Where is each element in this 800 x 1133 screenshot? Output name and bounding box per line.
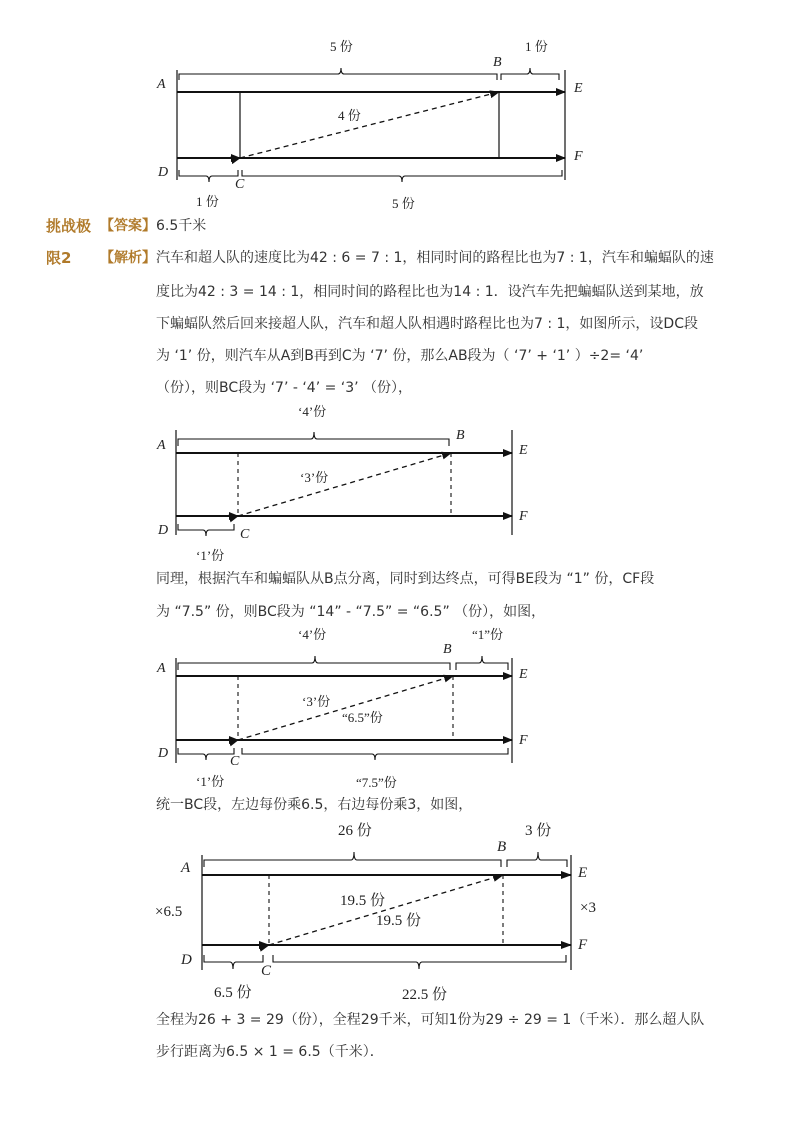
bottom-left-portion-label: 6.5 份 xyxy=(214,985,252,1001)
top-left-portion-label: ‘4’份 xyxy=(298,404,327,419)
point-e-label: E xyxy=(519,443,528,458)
top-right-portion-label: 1 份 xyxy=(525,39,548,54)
analysis-tag: 【解析】 xyxy=(100,250,156,266)
top-right-portion-label: 3 份 xyxy=(525,823,552,839)
top-left-portion-label: 5 份 xyxy=(330,39,353,54)
point-e-label: E xyxy=(574,81,583,96)
point-c-label: C xyxy=(230,754,240,769)
answer-tag: 【答案】 xyxy=(100,218,156,234)
diagonal-portion-label-2: “6.5”份 xyxy=(342,710,383,725)
point-a-label: A xyxy=(157,77,166,92)
diagram-2 xyxy=(0,400,800,565)
diagonal-portion-label: 19.5 份 xyxy=(340,893,386,909)
bottom-left-portion-label: 1 份 xyxy=(196,194,219,209)
analysis-line-4: 为 ‘1’ 份，则汽车从A到B再到C为 ‘7’ 份，那么AB段为（ ‘7’ + ‘1’ ）÷2= ‘4’ xyxy=(156,348,644,364)
point-c-label: C xyxy=(235,177,245,192)
point-f-label: F xyxy=(519,509,528,524)
point-a-label: A xyxy=(157,438,166,453)
bottom-right-portion-label: 5 份 xyxy=(392,196,415,211)
final-line-2: 步行距离为6.5 × 1 = 6.5（千米）． xyxy=(156,1044,384,1060)
point-e-label: E xyxy=(519,667,528,682)
bottom-right-portion-label: 22.5 份 xyxy=(402,987,448,1003)
point-b-label: B xyxy=(493,55,502,70)
point-b-label: B xyxy=(443,642,452,657)
right-multiplier-label: ×3 xyxy=(580,900,596,916)
final-line-1: 全程为26 + 3 = 29（份），全程29千米，可知1份为29 ÷ 29 = 1（千米）．那么超人队 xyxy=(156,1012,705,1028)
top-right-portion-label: “1”份 xyxy=(472,627,504,642)
diagonal-portion-label-2: 19.5 份 xyxy=(376,913,422,929)
point-d-label: D xyxy=(158,165,169,180)
analysis-line-3: 下蝙蝠队然后回来接超人队，汽车和超人队相遇时路程比也为7 : 1，如图所示，设DC段 xyxy=(156,316,698,332)
analysis-line-5: （份），则BC段为 ‘7’ - ‘4’ = ‘3’ （份）， xyxy=(156,380,413,396)
point-e-label: E xyxy=(578,865,588,881)
challenge-level-label: 挑战极 xyxy=(46,217,92,235)
point-b-label: B xyxy=(456,428,465,443)
analysis-line-6: 同理，根据汽车和蝙蝠队从B点分离，同时到达终点，可得BE段为 “1” 份，CF段 xyxy=(156,571,655,587)
bottom-left-portion-label: ‘1’份 xyxy=(196,774,225,789)
point-c-label: C xyxy=(261,963,272,979)
point-d-label: D xyxy=(158,746,169,761)
point-d-label: D xyxy=(158,523,169,538)
bottom-right-portion-label: “7.5”份 xyxy=(356,775,397,790)
point-b-label: B xyxy=(497,839,507,855)
analysis-line-1: 汽车和超人队的速度比为42 : 6 = 7 : 1，相同时间的路程比也为7 : 1，汽车和蝙蝠队的速 xyxy=(156,250,714,266)
left-multiplier-label: ×6.5 xyxy=(155,904,183,920)
diagram-3 xyxy=(0,623,800,793)
bottom-left-portion-label: ‘1’份 xyxy=(196,548,225,563)
diagonal-portion-label: ‘3’份 xyxy=(300,470,329,485)
point-f-label: F xyxy=(578,937,588,953)
diagram-4 xyxy=(0,815,800,1005)
answer-value: 6.5千米 xyxy=(156,218,207,234)
problem-label: 限2 xyxy=(46,249,72,267)
diagram-1 xyxy=(0,0,800,215)
analysis-line-7: 为 “7.5” 份，则BC段为 “14” - “7.5” = “6.5” （份），如图， xyxy=(156,604,546,620)
top-left-portion-label: 26 份 xyxy=(338,823,372,839)
diagonal-portion-label: 4 份 xyxy=(338,108,361,123)
point-f-label: F xyxy=(519,733,528,748)
point-c-label: C xyxy=(240,527,250,542)
point-d-label: D xyxy=(181,952,192,968)
diagonal-portion-label: ‘3’份 xyxy=(302,694,331,709)
point-a-label: A xyxy=(181,860,191,876)
analysis-line-2: 度比为42 : 3 = 14 : 1，相同时间的路程比也为14 : 1．设汽车先把蝙蝠队送到某地，放 xyxy=(156,284,704,300)
top-left-portion-label: ‘4’份 xyxy=(298,627,327,642)
analysis-line-8: 统一BC段，左边每份乘6.5，右边每份乘3，如图， xyxy=(156,797,473,813)
point-a-label: A xyxy=(157,661,166,676)
point-f-label: F xyxy=(574,149,583,164)
